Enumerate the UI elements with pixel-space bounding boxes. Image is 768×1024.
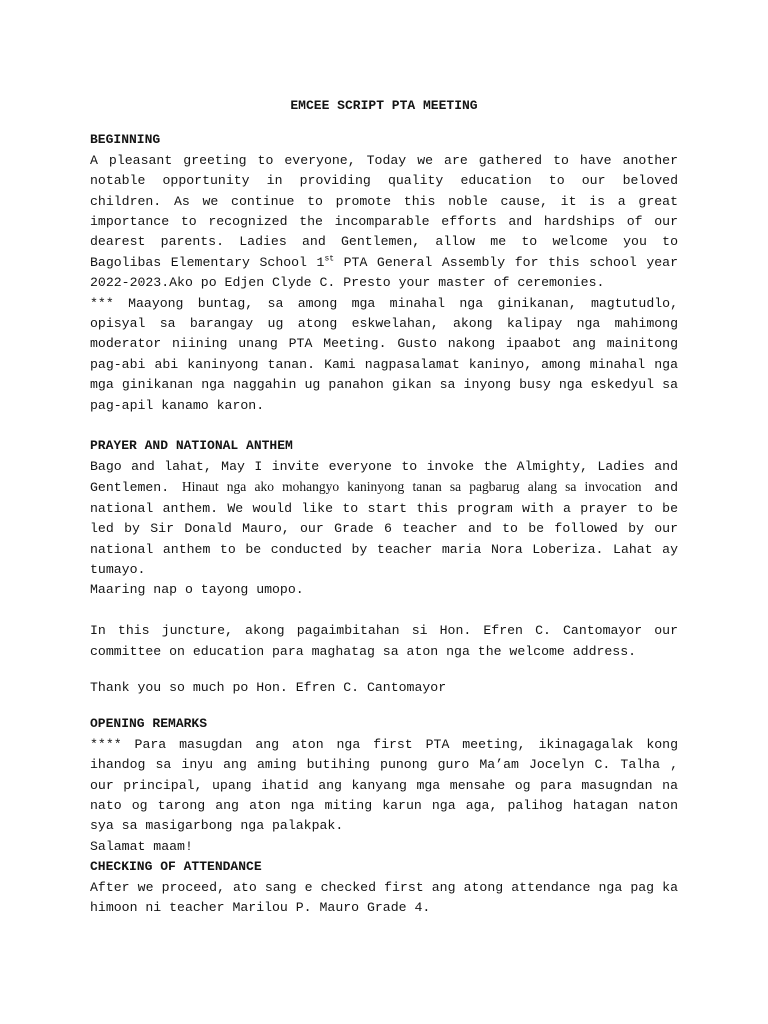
ordinal-suffix: st xyxy=(324,254,335,264)
document-page xyxy=(90,90,678,918)
section-heading-attendance: CHECKING OF ATTENDANCE xyxy=(90,859,262,875)
section-heading-beginning: BEGINNING xyxy=(90,132,161,148)
opening-paragraph-1: **** Para masugdan ang aton nga first PTA meeting, ikinagagalak kong ihandog sa inyu ang aming butihing punong guro Ma’am Jocelyn C. Talha , our principal, upang ihatid ang kanyang mga mensahe og para masugndan na nato og tarong ang aton nga miting karun nga aga, palihog hatagan naton sya sa masigarbong nga palakpak. xyxy=(90,736,678,834)
attendance-paragraph-1: After we proceed, ato sang e checked first ang atong attendance nga pag ka himoon ni teacher Marilou P. Mauro Grade 4. xyxy=(90,879,678,915)
prayer-text-c: and national anthem. We would like to start this program with a prayer to be led by Sir Donald Mauro, our Grade 6 teacher and to be followed by our national anthem to be conducted by teacher maria Nora Loberiza. Lahat ay tumayo. xyxy=(90,480,678,577)
document-title: EMCEE SCRIPT PTA MEETING xyxy=(290,98,478,113)
prayer-paragraph-3: In this juncture, akong pagaimbitahan si Hon. Efren C. Cantomayor our committee on education para maghatag sa aton nga the welcome address. xyxy=(90,623,678,659)
section-heading-prayer: PRAYER AND NATIONAL ANTHEM xyxy=(90,438,293,454)
prayer-paragraph-1 xyxy=(90,457,678,580)
prayer-paragraph-4: Thank you so much po Hon. Efren C. Cantomayor xyxy=(90,679,447,695)
beginning-paragraph-2: *** Maayong buntag, sa among mga minahal nga ginikanan, magtutudlo, opisyal sa barangay ug atong eskwelahan, akong kalipay nga mahimong moderator niining unang PTA Meeting. Gusto nakong ipaabot ang mainitong pag-abi abi kaninyong tanan. Kami nagpasalamat kaninyo, among minahal nga mga ginikanan nga naggahin ug panahon gikan sa inyong busy nga eskedyul sa pag-apil kanamo karon. xyxy=(90,295,678,413)
section-heading-opening: OPENING REMARKS xyxy=(90,716,208,732)
beginning-text-b: PTA General Assembly for this school year 2022-2023.Ako po Edjen Clyde C. Presto your master of ceremonies. xyxy=(90,254,678,291)
beginning-paragraph-1 xyxy=(90,151,678,294)
beginning-text-a: A pleasant greeting to everyone, Today we are gathered to have another notable opportunity in providing quality education to our beloved children. As we continue to promote this noble cause, it is a great importance to recognized the incomparable efforts and hardships of our dearest parents. Ladies and Gentlemen, allow me to welcome you to Bagolibas Elementary School 1 xyxy=(90,152,678,270)
prayer-paragraph-2: Maaring nap o tayong umopo. xyxy=(90,582,304,598)
prayer-text-a: Bago and lahat, May I invite everyone to invoke the Almighty, Ladies and Gentlemen. xyxy=(90,458,678,496)
opening-paragraph-2: Salamat maam! xyxy=(90,838,193,854)
prayer-text-b: Hinaut nga ako mohangyo kaninyong tanan sa pagbarug alang sa invocation xyxy=(181,479,642,495)
